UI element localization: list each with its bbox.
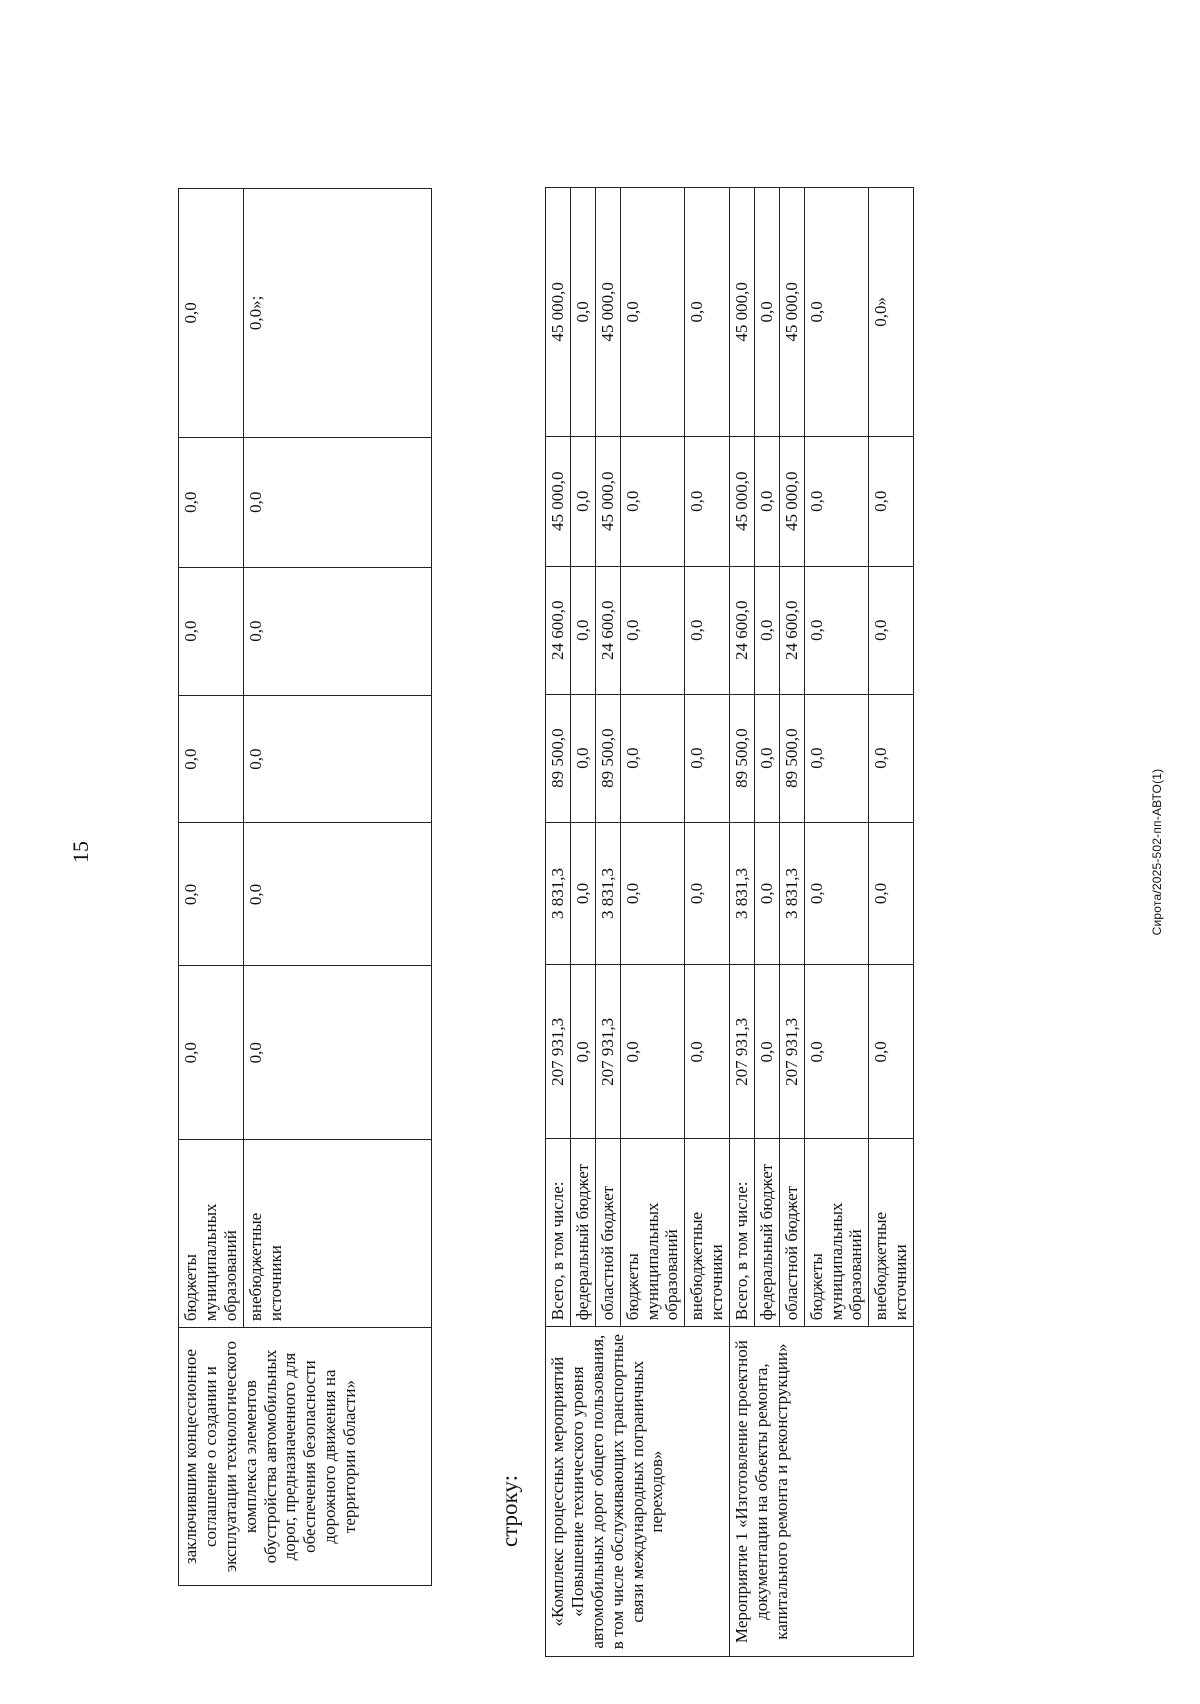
value-cell: 0,0 (685, 188, 730, 437)
value-cell: 24 600,0 (546, 566, 571, 694)
value-cell: 3 831,3 (730, 822, 755, 965)
source-cell: внебюджетные источники (685, 1139, 730, 1327)
value-cell: 0,0 (179, 567, 244, 695)
value-cell: 0,0 (179, 823, 244, 966)
value-cell: 45 000,0 (595, 188, 620, 437)
value-cell: 0,0 (754, 566, 779, 694)
value-cell: 3 831,3 (595, 822, 620, 965)
value-cell: 0,0 (570, 436, 595, 566)
value-cell: 0,0 (804, 694, 869, 822)
value-cell: 0,0 (754, 822, 779, 965)
top-description-cell: заключившим концессионное соглашение о создании и эксплуатации технологического комплекса элементов обустройства автомобильных дорог, предназначенного для обеспечения безопасности дорожного движения на территории области» (179, 1328, 432, 1586)
value-cell: 0,0 (620, 822, 685, 965)
value-cell: 45 000,0 (730, 436, 755, 566)
value-cell: 207 931,3 (779, 965, 804, 1139)
value-cell: 0,0 (754, 188, 779, 437)
value-cell: 0,0 (685, 566, 730, 694)
value-cell: 45 000,0 (730, 188, 755, 437)
top-table (178, 188, 432, 1586)
value-cell: 0,0 (620, 566, 685, 694)
value-cell: 0,0 (804, 822, 869, 965)
value-cell: 0,0 (243, 567, 431, 695)
value-cell: 45 000,0 (779, 188, 804, 437)
value-cell: 0,0 (179, 437, 244, 567)
value-cell: 0,0 (685, 436, 730, 566)
value-cell: 0,0 (804, 188, 869, 437)
source-cell: бюджеты муниципальных образований (179, 1140, 244, 1328)
value-cell: 0,0 (754, 694, 779, 822)
value-cell: 0,0 (754, 965, 779, 1139)
value-cell: 0,0 (570, 822, 595, 965)
source-cell: Всего, в том числе: (730, 1139, 755, 1327)
value-cell: 0,0 (754, 436, 779, 566)
page-number: 15 (68, 841, 93, 863)
value-cell: 0,0 (620, 694, 685, 822)
value-cell: 0,0 (804, 965, 869, 1139)
value-cell: 89 500,0 (546, 694, 571, 822)
value-cell: 207 931,3 (595, 965, 620, 1139)
document-code: Сирота/2025-502-пп-АВТО(1) (1150, 768, 1164, 936)
value-cell: 89 500,0 (730, 694, 755, 822)
value-cell: 0,0 (243, 437, 431, 567)
value-cell: 0,0 (243, 823, 431, 966)
source-cell: внебюджетные источники (869, 1139, 914, 1327)
value-cell: 24 600,0 (779, 566, 804, 694)
source-cell: федеральный бюджет (570, 1139, 595, 1327)
value-cell: 0,0 (685, 822, 730, 965)
value-cell: 207 931,3 (730, 965, 755, 1139)
value-cell: 0,0 (179, 189, 244, 438)
value-cell: 0,0 (869, 566, 914, 694)
value-cell: 24 600,0 (595, 566, 620, 694)
group-description-cell: Мероприятие 1 «Изготовление проектной документации на объекты ремонта, капитального ремонта и реконструкции» (730, 1327, 914, 1657)
bottom-table (545, 187, 914, 1657)
source-cell: областной бюджет (595, 1139, 620, 1327)
table-row (546, 188, 571, 1657)
value-cell: 0,0 (685, 965, 730, 1139)
value-cell: 0,0 (620, 965, 685, 1139)
intro-text: строку: (497, 1475, 522, 1547)
value-cell: 207 931,3 (546, 965, 571, 1139)
value-cell: 0,0 (570, 694, 595, 822)
table-row (179, 189, 244, 1586)
value-cell: 45 000,0 (595, 436, 620, 566)
value-cell: 0,0 (179, 966, 244, 1140)
value-cell: 0,0 (570, 566, 595, 694)
value-cell: 89 500,0 (595, 694, 620, 822)
value-cell: 0,0» (869, 188, 914, 437)
source-cell: областной бюджет (779, 1139, 804, 1327)
value-cell: 0,0 (869, 822, 914, 965)
value-cell: 45 000,0 (546, 188, 571, 437)
value-cell: 3 831,3 (779, 822, 804, 965)
value-cell: 0,0 (804, 566, 869, 694)
value-cell: 45 000,0 (546, 436, 571, 566)
source-cell: федеральный бюджет (754, 1139, 779, 1327)
value-cell: 24 600,0 (730, 566, 755, 694)
source-cell: бюджеты муниципальных образований (804, 1139, 869, 1327)
value-cell: 3 831,3 (546, 822, 571, 965)
value-cell: 0,0 (243, 966, 431, 1140)
value-cell: 0,0 (869, 965, 914, 1139)
table-row (730, 188, 755, 1657)
value-cell: 89 500,0 (779, 694, 804, 822)
value-cell: 0,0»; (243, 189, 431, 438)
value-cell: 0,0 (570, 965, 595, 1139)
value-cell: 0,0 (804, 436, 869, 566)
source-cell: внебюджетные источники (243, 1140, 431, 1328)
value-cell: 0,0 (620, 436, 685, 566)
source-cell: бюджеты муниципальных образований (620, 1139, 685, 1327)
value-cell: 0,0 (620, 188, 685, 437)
source-cell: Всего, в том числе: (546, 1139, 571, 1327)
value-cell: 0,0 (869, 694, 914, 822)
value-cell: 0,0 (179, 695, 244, 823)
value-cell: 0,0 (243, 695, 431, 823)
value-cell: 45 000,0 (779, 436, 804, 566)
value-cell: 0,0 (570, 188, 595, 437)
value-cell: 0,0 (869, 436, 914, 566)
value-cell: 0,0 (685, 694, 730, 822)
group-description-cell: «Комплекс процессных мероприятий «Повышение технического уровня автомобильных дорог общего пользования, в том числе обслуживающих транспортные связи международных пограничных переходов» (546, 1327, 730, 1657)
